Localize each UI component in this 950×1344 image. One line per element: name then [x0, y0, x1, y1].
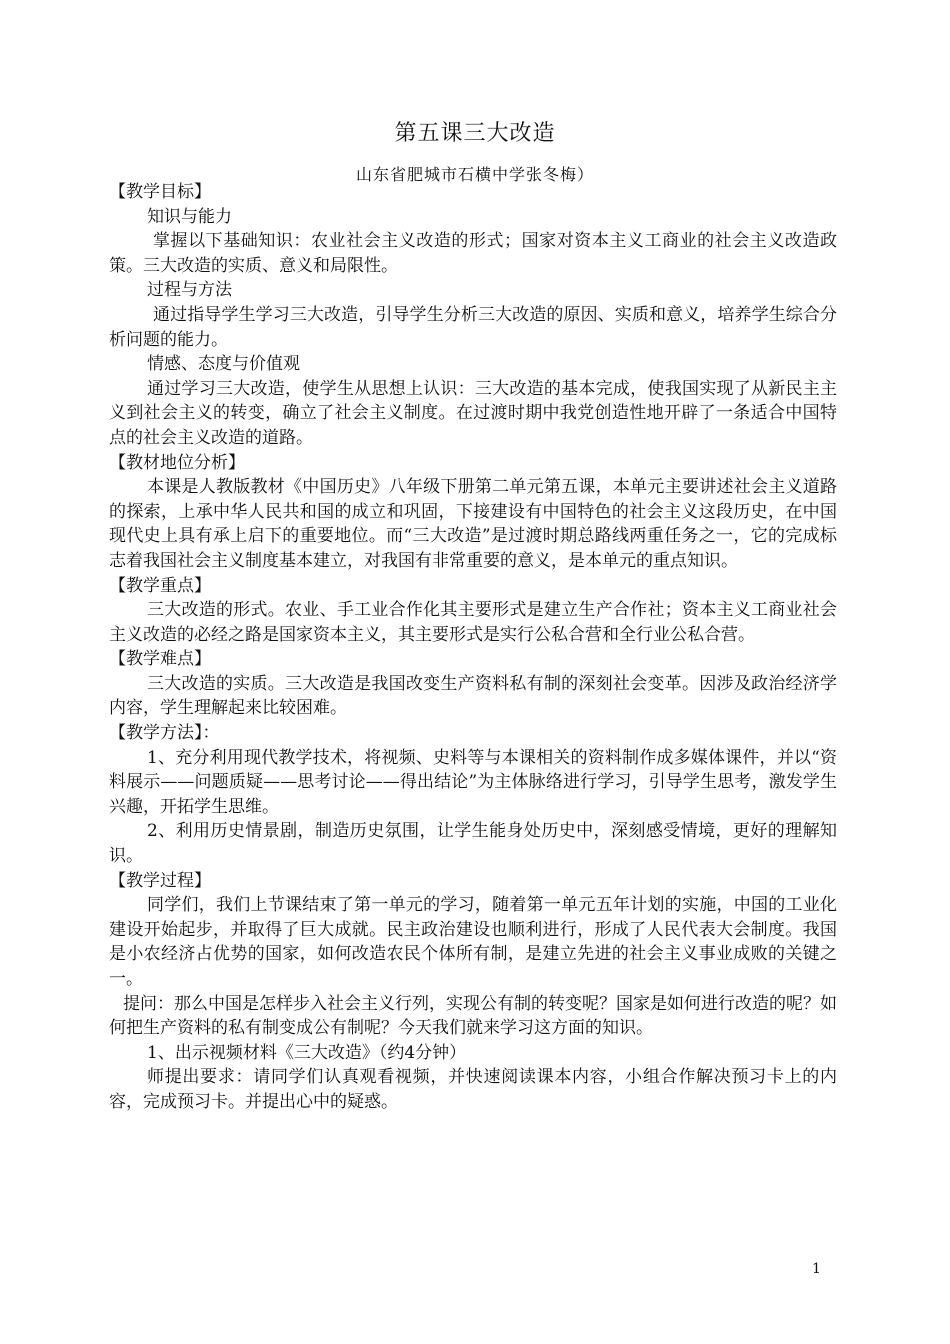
paragraph-textbook: 本课是人教版教材《中国历史》八年级下册第二单元第五课，本单元主要讲述社会主义道路的探索，上承中华人民共和国的成立和巩固，下接建设有中国特色的社会主义这段历史，在中国现代史上具有承上启下的重要地位。而“三大改造”是过渡时期总路线两重任务之一，它的完成标志着我国社会主义制度基本建立，对我国有非常重要的意义，是本单元的重点知识。 — [109, 477, 837, 571]
subheading-process: 过程与方法 — [147, 280, 232, 301]
paragraph-difficult: 三大改造的实质。三大改造是我国改变生产资料私有制的深刻社会变革。因涉及政治经济学内容，学生理解起来比较困难。 — [109, 673, 837, 719]
paragraph-knowledge: 掌握以下基础知识：农业社会主义改造的形式；国家对资本主义工商业的社会主义改造政策。三大改造的实质、意义和局限性。 — [109, 231, 837, 276]
page-title: 第五课三大改造 — [394, 121, 556, 146]
section-heading-method: 【教学方法】： — [109, 723, 220, 744]
section-heading-textbook: 【教材地位分析】 — [109, 452, 245, 473]
paragraph-method-1: 1、充分利用现代教学技术，将视频、史料等与本课相关的资料制作成多媒体课件，并以“资料展示——问题质疑——思考讨论——得出结论”为主体脉络进行学习，引导学生思考，激发学生兴趣，开拓学生思维。 — [109, 747, 837, 817]
page-number: 1 — [812, 1261, 821, 1277]
paragraph-emotion: 通过学习三大改造，使学生从思想上认识：三大改造的基本完成，使我国实现了从新民主主义到社会主义的转变，确立了社会主义制度。在过渡时期中我党创造性地开辟了一条适合中国特点的社会主义改造的道路。 — [109, 378, 837, 448]
paragraph-key: 三大改造的形式。农业、手工业合作化其主要形式是建立生产合作社；资本主义工商业社会主义改造的必经之路是国家资本主义，其主要形式是实行公私合营和全行业公私合营。 — [109, 600, 837, 645]
section-heading-process: 【教学过程】 — [109, 870, 211, 891]
paragraph-process: 通过指导学生学习三大改造，引导学生分析三大改造的原因、实质和意义，培养学生综合分析问题的能力。 — [109, 304, 837, 350]
paragraph-lesson-step-2: 师提出要求：请同学们认真观看视频，并快速阅读课本内容，小组合作解决预习卡上的内容，完成预习卡。并提出心中的疑惑。 — [109, 1067, 837, 1112]
section-heading-difficult: 【教学难点】 — [109, 649, 211, 670]
paragraph-lesson-intro: 同学们，我们上节课结束了第一单元的学习，随着第一单元五年计划的实施，中国的工业化建设开始起步，并取得了巨大成就。民主政治建设也顺利进行，形成了人民代表大会制度。我国是小农经济占优势的国家，如何改造农民个体所有制，是建立先进的社会主义事业成败的关键之一。 — [109, 895, 837, 989]
subheading-knowledge: 知识与能力 — [147, 206, 232, 227]
subheading-emotion: 情感、态度与价值观 — [147, 354, 300, 375]
document-body — [109, 180, 837, 1115]
paragraph-method-2: 2、利用历史情景剧，制造历史氛围，让学生能身处历史中，深刻感受情境，更好的理解知识。 — [109, 821, 837, 867]
section-heading-goals: 【教学目标】 — [109, 182, 211, 202]
paragraph-lesson-question: 提问：那么中国是怎样步入社会主义行列，实现公有制的转变呢？国家是如何进行改造的呢？如何把生产资料的私有制变成公有制呢？今天我们就来学习这方面的知识。 — [109, 993, 837, 1039]
section-heading-key: 【教学重点】 — [109, 575, 211, 596]
paragraph-lesson-step-1: 1、出示视频材料《三大改造》（约4分钟） — [147, 1042, 467, 1063]
author-line: 山东省肥城市石横中学张冬梅） — [355, 165, 594, 184]
